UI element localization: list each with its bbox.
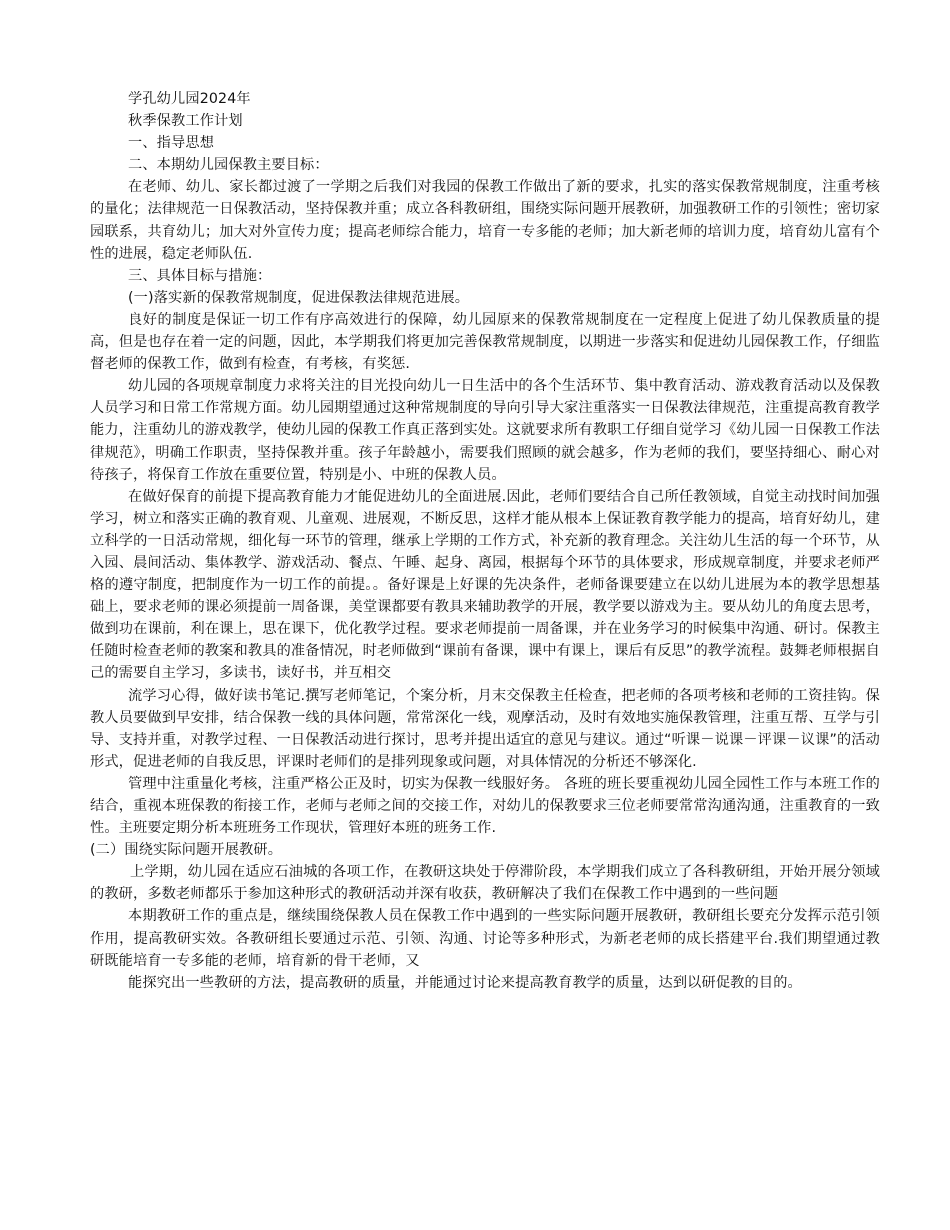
paragraph-6: 上学期，幼儿园在适应石油城的各项工作，在教研这块处于停滞阶段，本学期我们成立了各科教研组，开始开展分领域的教研，多数老师都乐于参加这种形式的教研活动并深有收获，教研解决了我们在保教工作中遇到的一些问题 <box>90 864 880 903</box>
paragraph-2: 幼儿园的各项规章制度力求将关注的目光投向幼儿一日生活中的各个生活环节、集中教育活动、游戏教育活动以及保教人员学习和日常工作常规方面。幼儿园期望通过这种常规制度的导向引导大家注重落实一日保教法律规范，注重提高教育教学能力，注重幼儿的游戏教学，使幼儿园的保教工作真正落到实处。这就要求所有教职工仔细自觉学习《幼儿园一日保教工作法律规范》，明确工作职责，坚持保教并重。孩子年龄越小，需要我们照顾的就会越多，作为老师的我们，要坚持细心、耐心对待孩子，将保育工作放在重要位置，特别是小、中班的保教人员。 <box>90 378 880 483</box>
paragraph-3: 在做好保育的前提下提高教育能力才能促进幼儿的全面进展.因此，老师们要结合自己所任教领域，自觉主动找时间加强学习，树立和落实正确的教育观、儿童观、进展观，不断反思，这样才能从根本上保证教育教学能力的提高，培育好幼儿，建立科学的一日活动常规，细化每一环节的管理，继承上学期的工作方式，补充新的教育理念。关注幼儿生活的每一个环节，从入园、晨间活动、集体教学、游戏活动、餐点、午睡、起身、离园，根据每个环节的具体要求，形成规章制度，并要求老师严格的遵守制度，把制度作为一切工作的前提。。备好课是上好课的先决条件，老师备课要建立在以幼儿进展为本的教学思想基础上，要求老师的课必须提前一周备课，美堂课都要有教具来辅助教学的开展，教学要以游戏为主。要从幼儿的角度去思考，做到功在课前，利在课上，思在课下，优化教学过程。要求老师提前一周备课，并在业务学习的时候集中沟通、研讨。保教主任随时检查老师的教案和教具的准备情况，时老师做到“课前有备课，课中有课上，课后有反思”的教学流程。鼓舞老师根据自己的需要自主学习，多读书，读好书，并互相交 <box>90 488 880 682</box>
title-line-1: 学孔幼儿园2024年 <box>128 91 251 107</box>
section-heading-measures: 三、具体目标与措施： <box>128 267 272 284</box>
paragraph-8: 能探究出一些教研的方法，提高教研的质量，并能通过讨论来提高教育教学的质量，达到以研促教的目的。 <box>128 974 802 991</box>
paragraph-7: 本期教研工作的重点是，继续围绕保教人员在保教工作中遇到的一些实际问题开展教研，教研组长要充分发挥示范引领作用，提高教研实效。各教研组长要通过示范、引领、沟通、讨论等多种形式，为新老老师的成长搭建平台.我们期望通过教研既能培育一专多能的老师，培育新的骨干老师，又 <box>90 908 880 969</box>
section-heading-guiding-ideology: 一、指导思想 <box>128 135 215 152</box>
subsection-heading-1: (一)落实新的保教常规制度，促进保教法律规范进展。 <box>128 289 470 306</box>
paragraph-4: 流学习心得，做好读书笔记.撰写老师笔记，个案分析，月末交保教主任检查，把老师的各项考核和老师的工资挂钩。保教人员要做到早安排，结合保教一线的具体问题，常常深化一线，观摩活动，及时有效地实施保教管理，注重互帮、互学与引导、支持并重，对教学过程、一日保教活动进行探讨，思考并提出适宜的意见与建议。通过“听课－说课－评课－议课”的活动形式，促进老师的自我反思，评课时老师们的是排列现象或问题，对具体情况的分析还不够深化. <box>90 687 880 770</box>
section-heading-main-goals: 二、本期幼儿园保教主要目标： <box>128 157 329 174</box>
paragraph-goals: 在老师、幼儿、家长都过渡了一学期之后我们对我园的保教工作做出了新的要求，扎实的落实保教常规制度，注重考核的量化；法律规范一日保教活动，坚持保教并重；成立各科教研组，围绕实际问题开展教研，加强教研工作的引领性；密切家园联系，共育幼儿；加大对外宣传力度；提高老师综合能力，培育一专多能的老师；加大新老师的培训力度，培育幼儿富有个性的进展，稳定老师队伍. <box>90 179 880 262</box>
title-line-2: 秋季保教工作计划 <box>128 113 243 130</box>
paragraph-5: 管理中注重量化考核，注重严格公正及时，切实为保教一线服好务。 各班的班长要重视幼儿园全园性工作与本班工作的结合，重视本班保教的衔接工作，老师与老师之间的交接工作，对幼儿的保教要求三位老师要常常沟通沟通，注重教育的一致性。主班要定期分析本班班务工作现状，管理好本班的班务工作. <box>90 775 880 837</box>
subsection-heading-2: (二）围绕实际问题开展教研。 <box>90 842 283 859</box>
paragraph-1: 良好的制度是保证一切工作有序高效进行的保障，幼儿园原来的保教常规制度在一定程度上促进了幼儿保教质量的提高，但是也存在着一定的问题，因此，本学期我们将更加完善保教常规制度，以期进一步落实和促进幼儿园保教工作，仔细监督老师的保教工作，做到有检查，有考核，有奖惩. <box>90 311 880 373</box>
